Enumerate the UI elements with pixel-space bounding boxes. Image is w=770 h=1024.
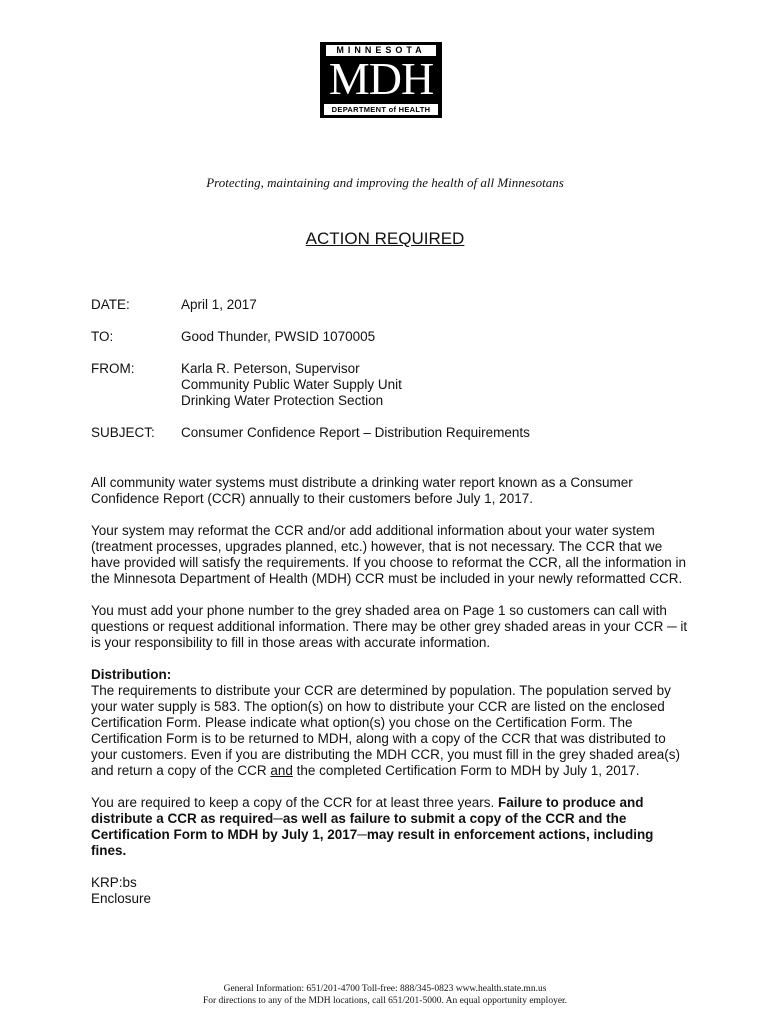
paragraph-text: You are required to keep a copy of the CCR for at least three years. bbox=[91, 795, 498, 810]
subject-label: SUBJECT: bbox=[91, 425, 155, 440]
distribution-paragraph bbox=[91, 667, 691, 779]
memo-to-row bbox=[91, 329, 530, 345]
page-footer bbox=[0, 983, 770, 1007]
paragraph-text: the completed Certification Form to MDH by July 1, 2017. bbox=[292, 763, 640, 778]
from-value bbox=[181, 361, 402, 409]
date-label: DATE: bbox=[91, 297, 130, 312]
date-value: April 1, 2017 bbox=[181, 297, 257, 312]
initials: KRP:bs bbox=[91, 875, 137, 890]
requirement-paragraph bbox=[91, 795, 691, 859]
footer-contact-line: General Information: 651/201-4700 Toll-free: 888/345-0823 www.health.state.mn.us bbox=[223, 984, 547, 994]
subject-value: Consumer Confidence Report – Distribution Requirements bbox=[181, 425, 530, 440]
enforcement-warning: Failure to produce and distribute a CCR as required─as well as failure to submit a copy of the CCR and the Certification Form to MDH by July 1, 2017─may result in enforcement actions, including fines. bbox=[91, 795, 654, 858]
closing bbox=[91, 875, 691, 907]
mdh-logo bbox=[320, 42, 442, 118]
memo-date-row bbox=[91, 297, 530, 313]
memo-subject-row bbox=[91, 425, 530, 441]
paragraph: All community water systems must distribute a drinking water report known as a Consumer Confidence Report (CCR) annually to their customers before July 1, 2017. bbox=[91, 475, 633, 506]
tagline: Protecting, maintaining and improving the health of all Minnesotans bbox=[206, 175, 564, 190]
to-value: Good Thunder, PWSID 1070005 bbox=[181, 329, 376, 344]
logo-main-text: MDH bbox=[328, 53, 434, 104]
distribution-heading: Distribution: bbox=[91, 667, 172, 682]
emphasis-and: and bbox=[270, 763, 293, 778]
paragraph-text: The requirements to distribute your CCR are determined by population. The population served by your water supply is 583. The option(s) on how to distribute your CCR are listed on the enclosed Certification Form. Please indicate what option(s) you chose on the Certification Form. The Certification Form is to be returned to MDH, along with a copy of the CCR that was distributed to your customers. Even if you are distributing the MDH CCR, you must fill in the grey shaded area(s) and return a copy of the CCR bbox=[91, 683, 680, 778]
footer-directions-line: For directions to any of the MDH locations, call 651/201-5000. An equal opportunity employer. bbox=[202, 996, 568, 1006]
to-label: TO: bbox=[91, 329, 114, 344]
from-label: FROM: bbox=[91, 361, 135, 376]
letter-body bbox=[91, 475, 691, 923]
memo-header bbox=[91, 297, 530, 457]
memo-from-row bbox=[91, 361, 530, 409]
logo-bottom-text: DEPARTMENT of HEALTH bbox=[324, 104, 438, 115]
paragraph: You must add your phone number to the grey shaded area on Page 1 so customers can call with questions or request additional information. There may be other grey shaded areas in your CCR ─ it is your responsibility to fill in those areas with accurate information. bbox=[91, 603, 688, 650]
paragraph: Your system may reformat the CCR and/or add additional information about your water system (treatment processes, upgrades planned, etc.) however, that is not necessary. The CCR that we have provided will satisfy the requirements. If you choose to reformat the CCR, all the information in the Minnesota Department of Health (MDH) CCR must be included in your newly reformatted CCR. bbox=[91, 523, 687, 586]
from-line: Drinking Water Protection Section bbox=[181, 393, 384, 408]
page-title: ACTION REQUIRED bbox=[305, 229, 465, 248]
logo-top-text: MINNESOTA bbox=[326, 45, 436, 56]
enclosure-note: Enclosure bbox=[91, 891, 152, 906]
from-line: Karla R. Peterson, Supervisor bbox=[181, 361, 360, 376]
from-line: Community Public Water Supply Unit bbox=[181, 377, 402, 392]
